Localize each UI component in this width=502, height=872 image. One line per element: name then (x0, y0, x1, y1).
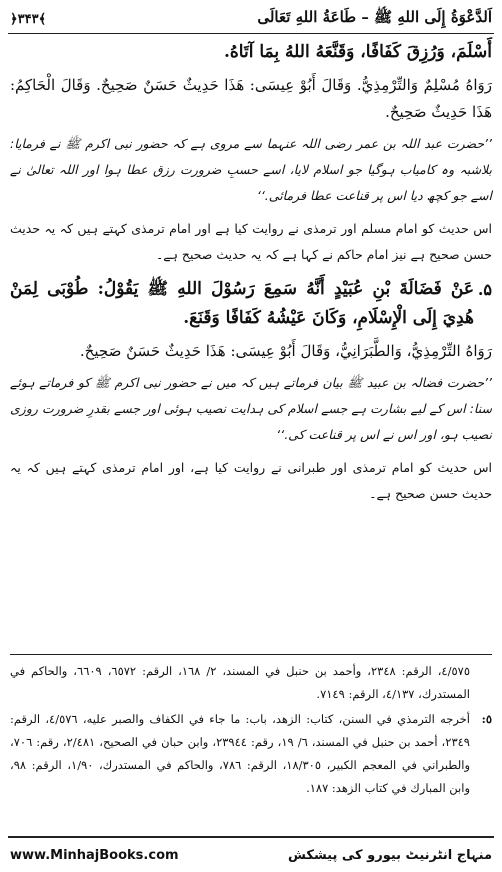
footnote (10, 708, 492, 800)
hadith-5-grading-note: اس حدیث کو امام ترمذی اور طبرانی نے روایت کیا ہے، اور امام ترمذی کہتے ہیں کہ یہ حدیث حسن صحیح ہے۔ (10, 460, 492, 501)
hadith-5-text: عَنْ فَضَالَةَ بْنِ عُبَيْدٍ أَنَّهُ سَمِعَ رَسُوْلَ اللهِ ﷺ يَقُوْلُ: طُوْبَى لِمَنْ هُدِيَ إِلَى الْإِسْلَامِ، وَكَانَ عَيْشُهُ كَفَافًا وَقَنَعَ. (10, 279, 474, 328)
hadith-4-translation: ’’حضرت عبد اللہ بن عمر رضی اللہ عنہما سے مروی ہے کہ حضور نبی اکرم ﷺ نے فرمایا: بلاشبہ وہ کامیاب ہوگیا جو اسلام لایا، اسے حسبِ ضرورت رزق عطا ہوا اور اللہ تعالیٰ نے اسے جو کچھ دیا اس پر قناعت عطا فرمائی.‘‘ (10, 136, 492, 203)
hadith-4-ending: أَسْلَمَ، وَرُزِقَ كَفَافًا، وَقَنَّعَهُ اللهُ بِمَا آتَاهُ. (223, 42, 492, 62)
page-footer (10, 842, 492, 868)
hadith-5-source: رَوَاهُ التِّرْمِذِيُّ، وَالطَّبَرَانِيُّ، وَقَالَ أَبُوْ عِيسَى: هَذَا حَدِيثٌ حَسَنٌ صَحِيحٌ. (79, 342, 492, 360)
footnote-rule (10, 654, 492, 655)
footer-rule (8, 836, 494, 838)
page-number: ﴿۳۴۳﴾ (10, 11, 47, 27)
hadith-4-grading-note: اس حدیث کو امام مسلم اور ترمذی نے روایت کیا ہے اور امام ترمذی کہتے ہیں کہ یہ حدیث حسن صحیح ہے نیز امام حاکم نے کہا ہے کہ یہ حدیث صحیح ہے۔ (10, 221, 492, 262)
running-title: اَلدَّعْوَةُ إِلَى اللهِ ﷺ – طَاعَةُ اللهِ تَعَالَى (257, 8, 492, 26)
hadith-number: ۵. (477, 280, 492, 299)
footnote-text: أخرجه الترمذي في السنن، كتاب: الزهد، باب: ما جاء في الكفاف والصبر عليه، ٤/٥٧٦، الرقم: ٢٣٤٩، أحمد بن حنبل في المسند، ٦/ ١٩، رقم: ٢٣٩٤٤، وابن حبان في الصحيح، ٢/٤٨١، رقم: ٧٠٦، والطبراني في المعجم الكبير، ١٨/٣٠٥، الرقم: ٧٨٦، والحاكم في المستدرك، ١/٩٠، الرقم: ٩٨، وابن المبارك في كتاب الزهد: ١٨٧. (10, 712, 470, 795)
footnote-number: ٥: (481, 712, 492, 726)
main-text (10, 38, 492, 650)
hadith-5 (10, 275, 492, 338)
footnote (10, 660, 492, 706)
hadith-4-source: رَوَاهُ مُسْلِمٌ وَالتِّرْمِذِيُّ. وَقَالَ أَبُوْ عِيسَى: هَذَا حَدِيثٌ حَسَنٌ صَحِيحٌ. وَقَالَ الْحَاكِمُ: هَذَا حَدِيثٌ صَحِيحٌ. (10, 76, 492, 121)
header-rule (8, 33, 494, 34)
footnote-text: ٤/٥٧٥، الرقم: ٢٣٤٨، وأحمد بن حنبل في المسند، ٢/ ١٦٨، الرقم: ٦٥٧٢، ٦٦٠٩، والحاكم في المستدرك، ٤/١٣٧، الرقم: ٧١٤٩. (10, 664, 471, 701)
website-link[interactable]: www.MinhajBooks.com (10, 847, 179, 863)
hadith-5-translation: ’’حضرت فضالہ بن عبید ﷺ بیان فرماتے ہیں کہ میں نے حضور نبی اکرم ﷺ کو فرماتے ہوئے سنا: اس کے لیے بشارت ہے جسے اسلام کی ہدایت نصیب ہوئی اور جسے بقدرِ ضرورت روزی نصیب ہو، اور اس نے اس پر قناعت کی.‘‘ (10, 375, 492, 442)
page-header (10, 6, 492, 32)
publisher-credit: منہاج انٹرنیٹ بیورو کی پیشکش (288, 847, 492, 863)
footnotes (10, 660, 492, 832)
